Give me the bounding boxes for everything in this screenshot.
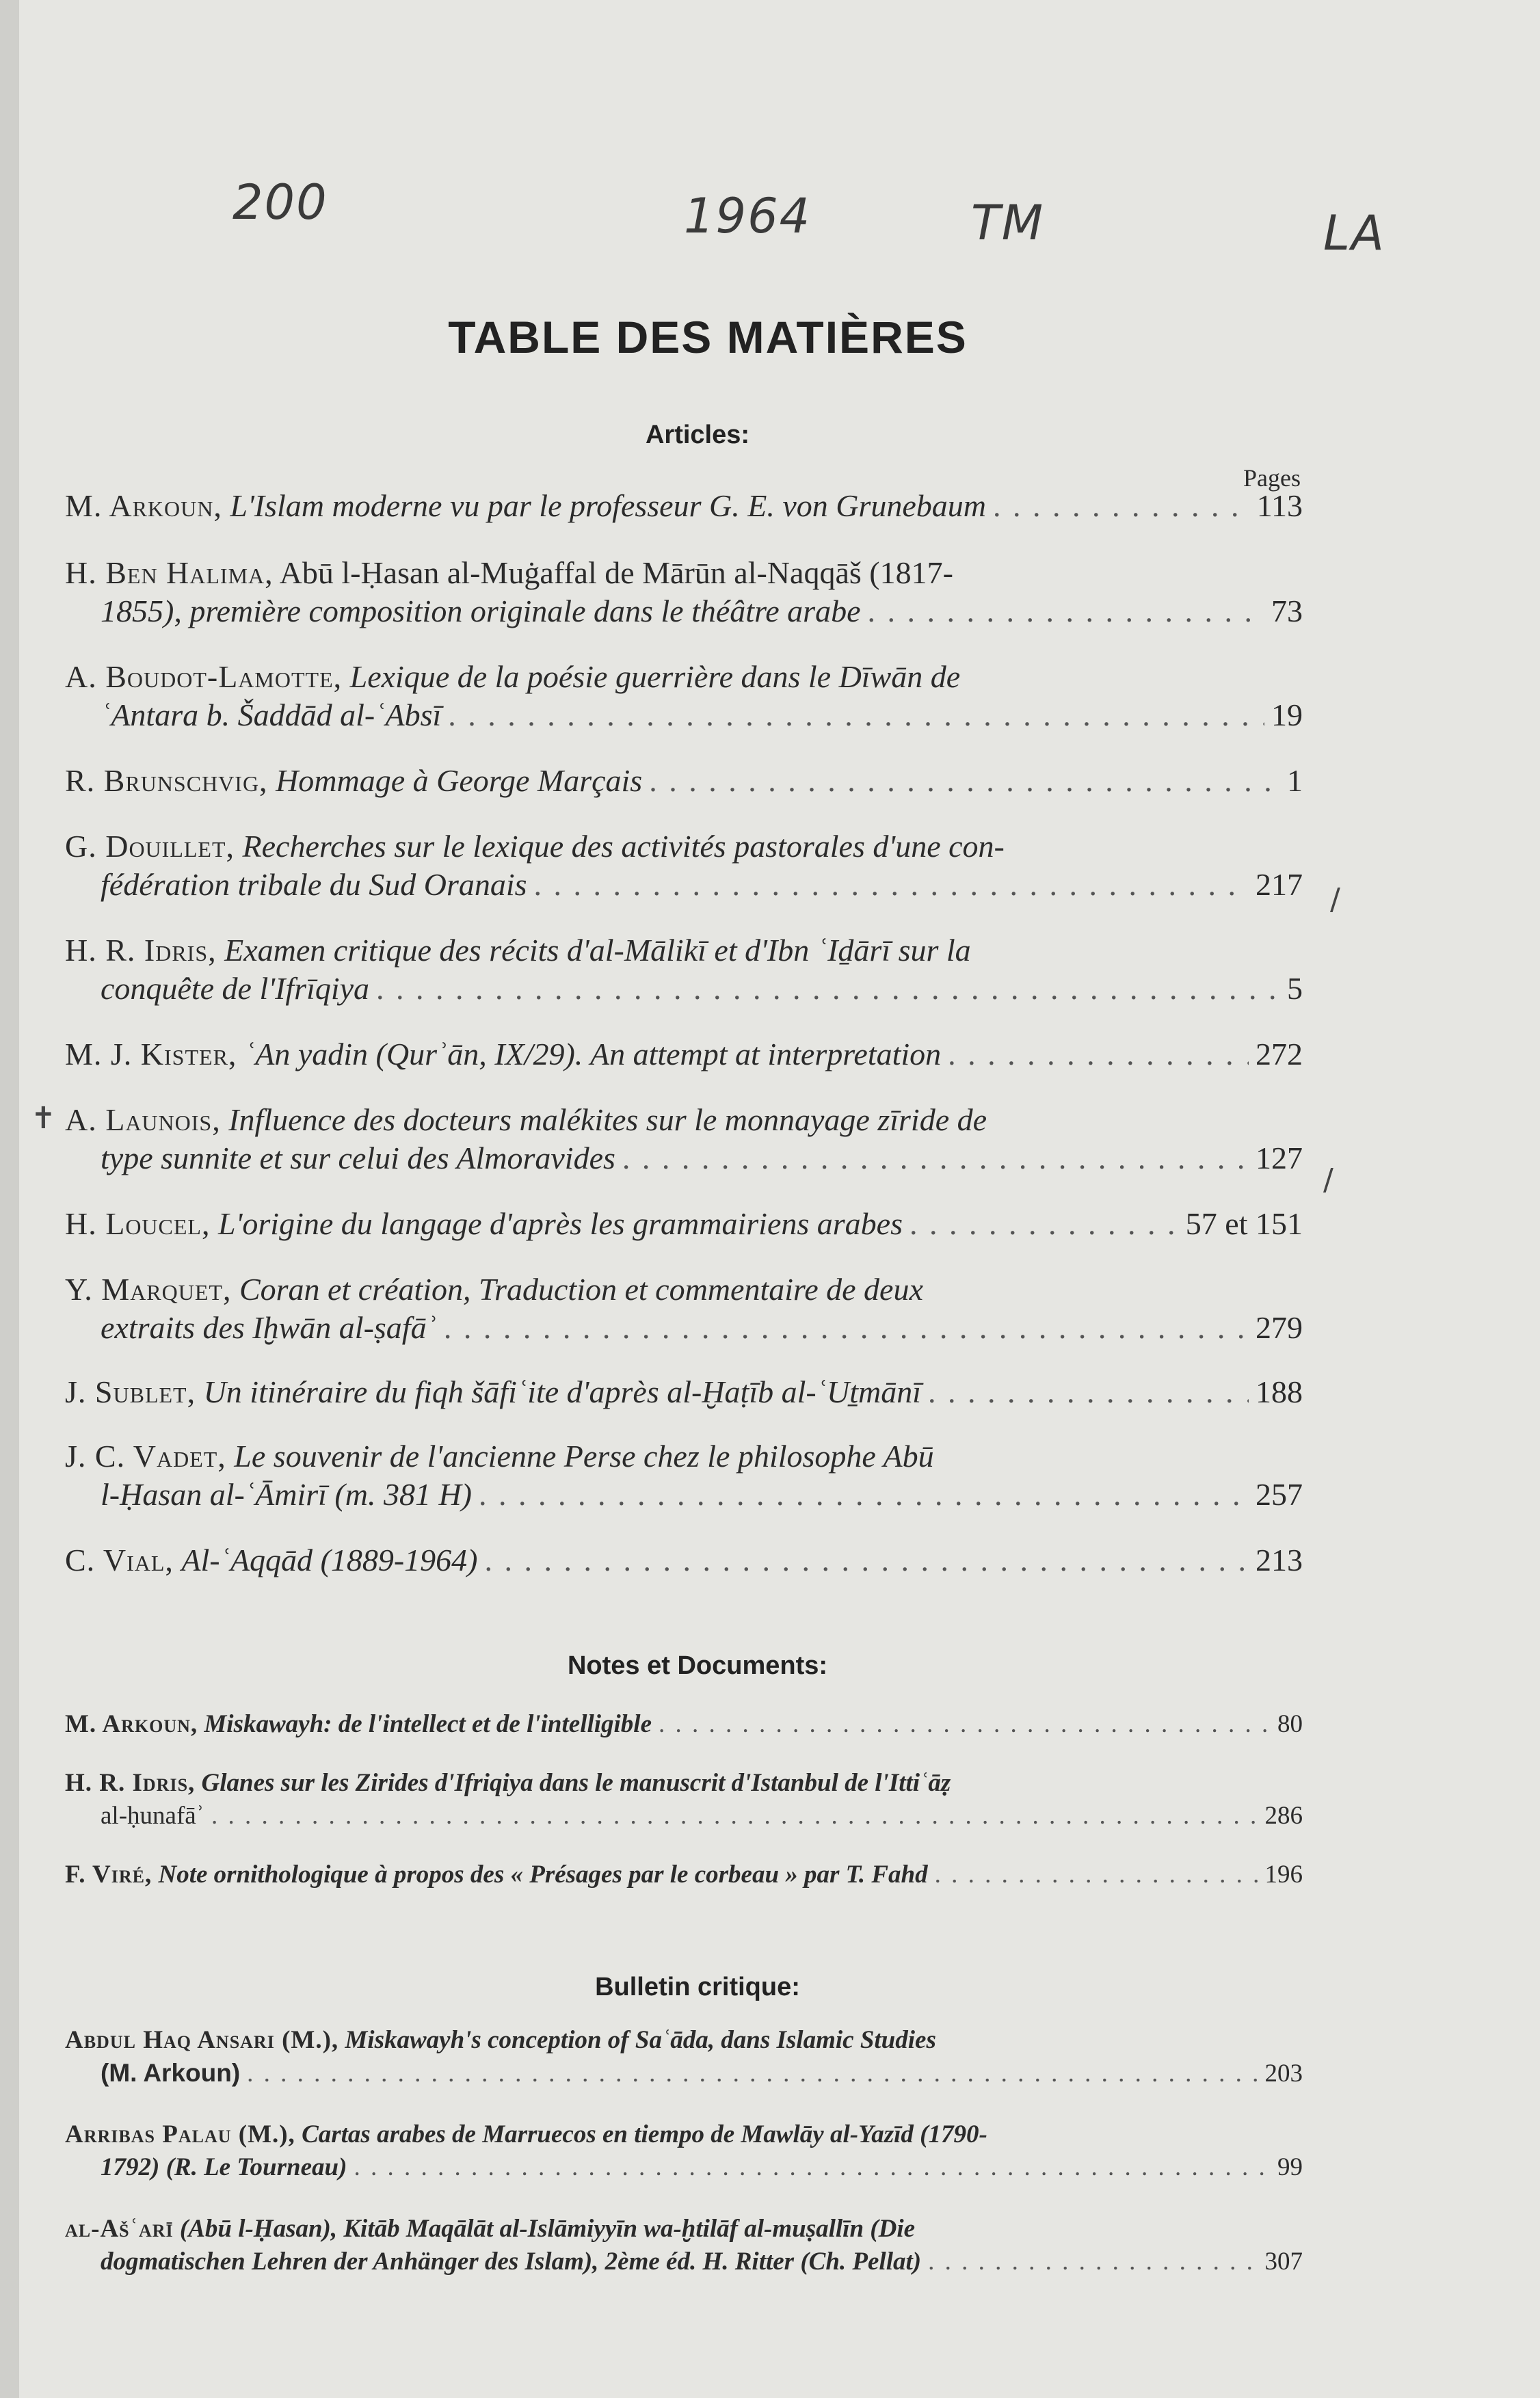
entry-page: 307 [1264, 2248, 1303, 2276]
entry-page: 272 [1256, 1037, 1303, 1071]
entry-title: Note ornithologique à propos des « Présages par le corbeau » par T. Fahd [158, 1861, 928, 1889]
entry-page: 19 [1271, 697, 1303, 732]
leader-dots [247, 2057, 1258, 2090]
handwritten-mark: TM [971, 195, 1045, 251]
entry-title: Coran et création, Traduction et commentaire de deux [239, 1272, 923, 1307]
entry-title: Lexique de la poésie guerrière dans le Dīwān de [349, 659, 961, 694]
section-heading-articles: Articles: [645, 421, 750, 449]
leader-dots [910, 1205, 1179, 1243]
entry-title: Al-ʿAqqād (1889-1964) [181, 1543, 478, 1577]
entry-author: M. J. Kister, [65, 1037, 237, 1071]
pencil-tick-icon: / [1330, 882, 1340, 917]
handwritten-mark: 200 [233, 174, 328, 230]
entry-page: 73 [1271, 594, 1303, 628]
entry-title-continued: 1855), première composition originale dans le théâtre arabe [101, 594, 861, 628]
entry-title: Un itinéraire du fiqh šāfiʿite d'après al-Ḫaṭīb al-ʿUṯmānī [203, 1374, 922, 1409]
leader-dots [211, 1800, 1258, 1833]
entry-page: 203 [1264, 2060, 1303, 2088]
toc-entry[interactable] [65, 554, 1303, 630]
entry-page: 80 [1277, 1710, 1303, 1738]
entry-author: al-Ašʿarī [65, 2215, 174, 2243]
entry-title: L'origine du langage d'après les grammairiens arabes [217, 1206, 903, 1241]
entry-title: Miskawayh's conception of Saʿāda, dans Islamic Studies [345, 2026, 936, 2054]
entry-title: Cartas arabes de Marruecos en tiempo de Mawlāy al-Yazīd (1790- [302, 2120, 987, 2148]
entry-page: 99 [1277, 2153, 1303, 2181]
entry-author: M. Arkoun, [65, 1710, 198, 1738]
entry-author: F. Viré, [65, 1861, 152, 1889]
entry-title: ʿAn yadin (Qurʾān, IX/29). An attempt at interpretation [244, 1037, 942, 1071]
toc-entry[interactable] [65, 487, 1303, 525]
entry-author: Arribas Palau (M.), [65, 2120, 295, 2148]
toc-entry[interactable] [65, 1101, 1303, 1177]
entry-title: Hommage à George Marçais [276, 763, 643, 798]
entry-page: 1 [1287, 763, 1303, 798]
entry-author: J. C. Vadet, [65, 1439, 226, 1474]
leader-dots [928, 2246, 1258, 2278]
toc-entry[interactable] [65, 931, 1303, 1008]
entry-author: A. Launois, [65, 1102, 221, 1137]
entry-author: Abdul Haq Ansari (M.), [65, 2026, 339, 2054]
toc-entry[interactable] [65, 827, 1303, 904]
toc-entry[interactable] [65, 1270, 1303, 1347]
toc-entry[interactable] [65, 1205, 1303, 1243]
entry-title: Examen critique des récits d'al-Mālikī et d'Ibn ʿIḏārī sur la [224, 933, 971, 968]
entry-author: R. Brunschvig, [65, 763, 268, 798]
entry-title: Miskawayh: de l'intellect et de l'intelligible [204, 1710, 652, 1738]
leader-dots [659, 1708, 1271, 1741]
toc-entry[interactable] [65, 1541, 1303, 1580]
entry-reviewer: (M. Arkoun) [101, 2059, 241, 2087]
toc-entry[interactable] [65, 1035, 1303, 1074]
pages-column-label: Pages [1243, 464, 1301, 492]
toc-entry[interactable] [65, 658, 1303, 734]
leader-dots [484, 1541, 1249, 1580]
entry-page: 279 [1256, 1310, 1303, 1345]
toc-entry[interactable] [65, 2213, 1303, 2278]
section-heading-notes: Notes et Documents: [567, 1651, 828, 1680]
entry-author: C. Vial, [65, 1543, 174, 1577]
entry-title-continued: type sunnite et sur celui des Almoravides [101, 1141, 615, 1175]
entry-title-continued: 1792) (R. Le Tourneau) [101, 2153, 347, 2181]
leader-dots [444, 1309, 1249, 1347]
entry-author: H. Ben Halima, [65, 555, 274, 590]
entry-author: A. Boudot-Lamotte, [65, 659, 343, 694]
entry-title: Recherches sur le lexique des activités pastorales d'une con- [242, 829, 1005, 864]
entry-author: M. Arkoun, [65, 488, 222, 523]
entry-title: Influence des docteurs malékites sur le monnayage zīride de [228, 1102, 987, 1137]
leader-dots [448, 696, 1264, 734]
entry-page: 188 [1256, 1374, 1303, 1409]
entry-author: H. Loucel, [65, 1206, 211, 1241]
entry-title-continued: extraits des Iḫwān al-ṣafāʾ [101, 1310, 437, 1345]
leader-dots [993, 487, 1250, 525]
entry-title-continued: conquête de l'Ifrīqiya [101, 971, 370, 1006]
entry-title: Abū l-Ḥasan al-Muġaffal de Mārūn al-Naqqāš (1817- [279, 555, 953, 590]
handwritten-mark: 1964 [684, 188, 812, 244]
toc-entry[interactable] [65, 1767, 1303, 1833]
entry-page: 257 [1256, 1477, 1303, 1512]
handwritten-mark: LA [1323, 205, 1385, 261]
entry-title: (Abū l-Ḥasan), Kitāb Maqālāt al-Islāmiyyīn wa-ḫtilāf al-muṣallīn (Die [179, 2215, 916, 2243]
entry-title-continued: fédération tribale du Sud Oranais [101, 867, 527, 902]
leader-dots [622, 1139, 1249, 1177]
entry-author: G. Douillet, [65, 829, 235, 864]
entry-page: 196 [1264, 1861, 1303, 1889]
entry-page: 113 [1256, 488, 1303, 523]
section-heading-bulletin: Bulletin critique: [595, 1973, 800, 2001]
entry-page: 217 [1256, 867, 1303, 902]
toc-entry[interactable] [65, 762, 1303, 800]
entry-author: H. R. Idris, [65, 1769, 196, 1797]
leader-dots [868, 592, 1264, 630]
entry-title: L'Islam moderne vu par le professeur G. E. von Grunebaum [230, 488, 986, 523]
leader-dots [935, 1859, 1258, 1891]
entry-author: J. Sublet, [65, 1374, 196, 1409]
leader-dots [376, 970, 1280, 1008]
toc-entry[interactable] [65, 2024, 1303, 2090]
pencil-tick-icon: / [1323, 1162, 1333, 1197]
leader-dots [948, 1035, 1249, 1074]
entry-author: Y. Marquet, [65, 1272, 232, 1307]
toc-entry[interactable] [65, 1373, 1303, 1411]
entry-author: H. R. Idris, [65, 933, 217, 968]
leader-dots [534, 866, 1249, 904]
entry-page: 127 [1256, 1141, 1303, 1175]
entry-title-continued: dogmatischen Lehren der Anhänger des Islam), 2ème éd. H. Ritter (Ch. Pellat) [101, 2248, 922, 2276]
entry-page: 5 [1287, 971, 1303, 1006]
leader-dots [354, 2151, 1271, 2184]
entry-title-continued: al-ḥunafāʾ [101, 1802, 205, 1830]
toc-entry[interactable] [65, 1859, 1303, 1891]
toc-entry[interactable] [65, 1437, 1303, 1514]
leader-dots [479, 1476, 1249, 1514]
entry-page: 213 [1256, 1543, 1303, 1577]
toc-entry[interactable] [65, 2118, 1303, 2184]
pencil-mark-icon: ✝ [31, 1101, 56, 1136]
toc-entry[interactable] [65, 1708, 1303, 1741]
entry-title-continued: ʿAntara b. Šaddād al-ʿAbsī [101, 697, 442, 732]
entry-title: Glanes sur les Zirides d'Ifriqiya dans le manuscrit d'Istanbul de l'Ittiʿāẓ [201, 1769, 951, 1797]
entry-page: 57 et 151 [1185, 1206, 1303, 1241]
leader-dots [649, 762, 1280, 800]
entry-page: 286 [1264, 1802, 1303, 1830]
entry-title-continued: l-Ḥasan al-ʿĀmirī (m. 381 H) [101, 1477, 472, 1512]
page-title: TABLE DES MATIÈRES [448, 312, 968, 362]
entry-title: Le souvenir de l'ancienne Perse chez le philosophe Abū [234, 1439, 934, 1474]
leader-dots [928, 1373, 1249, 1411]
